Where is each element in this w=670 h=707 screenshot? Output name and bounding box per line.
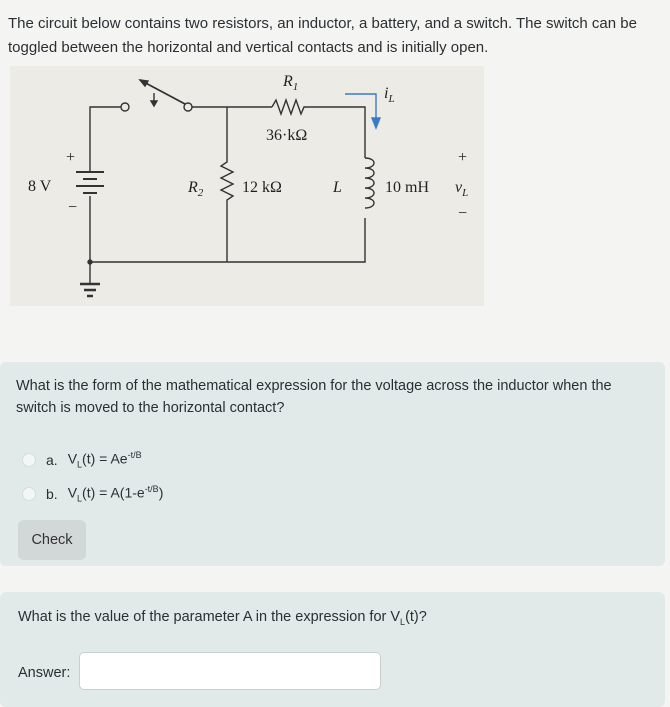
intro-text: The circuit below contains two resistors, an inductor, a battery, and a switch. The switch can be toggled between the horizontal and vertical contacts and is initially open. bbox=[8, 15, 637, 56]
svg-text:−: − bbox=[458, 205, 468, 222]
svg-text:+: + bbox=[66, 149, 76, 166]
inductor-value: 10 mH bbox=[385, 179, 429, 196]
answer-input[interactable] bbox=[79, 652, 381, 690]
inductor-label: L bbox=[333, 179, 342, 196]
question-2-text: What is the value of the parameter A in the expression for $V_L(t)$? bbox=[18, 609, 427, 627]
check-button[interactable]: Check bbox=[18, 520, 86, 560]
vl-label: $v_L$ bbox=[455, 179, 469, 199]
option-a[interactable]: a. $V_L(t) = Ae^{-t/B}$ bbox=[22, 450, 142, 469]
il-label: $i_L$ bbox=[384, 85, 395, 105]
option-a-text: $V_L(t) = Ae^{-t/B}$ bbox=[67, 450, 142, 470]
battery-label: 8 V bbox=[28, 178, 52, 195]
option-b[interactable]: b. $V_L(t) = A(1-e^{-t/B})$ bbox=[22, 484, 163, 503]
radio-a[interactable] bbox=[22, 453, 36, 467]
svg-text:−: − bbox=[68, 199, 78, 216]
question-1-text: What is the form of the mathematical expression for the voltage across the inductor when the switch is moved to the horizontal contact? bbox=[16, 378, 612, 416]
option-b-text: $V_L(t) = A(1-e^{-t/B})$ bbox=[67, 484, 164, 504]
circuit-diagram bbox=[10, 66, 484, 306]
r2-value: 12 kΩ bbox=[242, 179, 282, 196]
r1-label: $R_1$ bbox=[283, 73, 299, 93]
r1-value: 36·kΩ bbox=[266, 127, 308, 144]
radio-b[interactable] bbox=[22, 487, 36, 501]
answer-label: Answer: bbox=[18, 665, 71, 681]
r2-label: $R_2$ bbox=[188, 179, 204, 199]
svg-text:+: + bbox=[458, 149, 468, 166]
inductor-coil bbox=[365, 158, 374, 208]
